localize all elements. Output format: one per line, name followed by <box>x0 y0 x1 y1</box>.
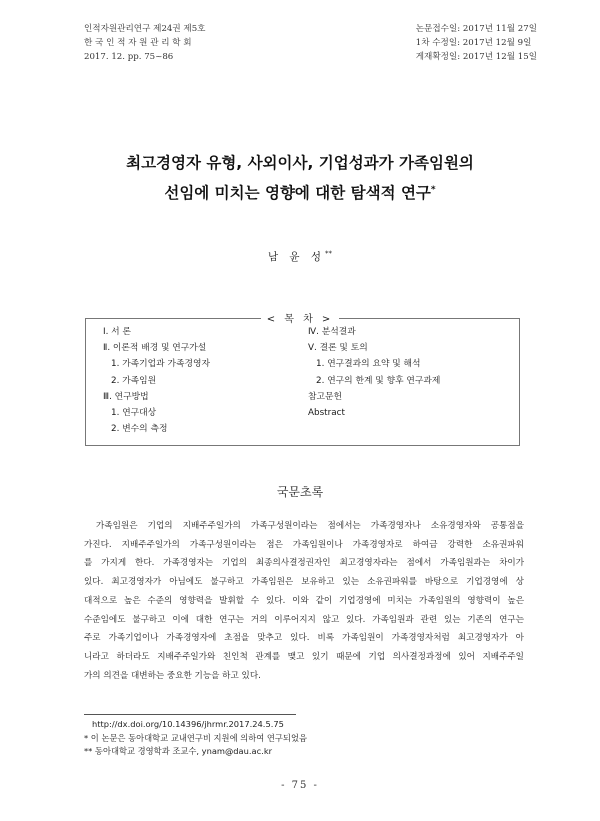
doi-link[interactable]: http://dx.doi.org/10.14396/jhrmr.2017.24.5.75 <box>92 719 284 729</box>
page-number: - 75 - <box>281 780 319 791</box>
title-footnote-mark: * <box>430 185 436 195</box>
toc-item: 1. 연구대상 <box>111 408 157 419</box>
abstract-line: 있다. 최고경영자가 아님에도 불구하고 가족임원은 보유하고 있는 소유권파워를 바탕으로 기업경영에 상 <box>84 577 524 588</box>
toc-item: 1. 연구결과의 요약 및 해석 <box>316 359 421 370</box>
toc-left-column <box>103 324 210 437</box>
journal-header-left <box>84 22 206 64</box>
toc-item: 2. 가족임원 <box>111 375 157 386</box>
paper-title <box>0 150 600 207</box>
abstract-body <box>84 517 524 685</box>
toc-heading <box>0 310 600 325</box>
author-footnote: ** 동아대학교 경영학과 조교수, ynam@dau.ac.kr <box>84 746 273 756</box>
title-line-2-text: 선임에 미치는 영향에 대한 탐색적 연구 <box>164 184 431 203</box>
funding-footnote: * 이 논문은 동아대학교 교내연구비 지원에 의하여 연구되었음 <box>84 732 307 743</box>
toc-item: Ⅴ. 결론 및 토의 <box>308 343 368 354</box>
abstract-line: 주로 가족기업이나 가족경영자에 초점을 맞추고 있다. 비록 가족임원이 가족경영자처럼 최고경영자가 아 <box>84 633 524 644</box>
issue-pages: 2017. 12. pp. 75~86 <box>84 52 174 62</box>
received-date: 논문접수일: 2017년 11월 27일 <box>415 24 537 34</box>
toc-item: Ⅳ. 분석결과 <box>308 327 356 337</box>
toc-item: 2. 연구의 한계 및 향후 연구과제 <box>316 375 441 386</box>
journal-name: 인적자원관리연구 제24권 제5호 <box>84 24 206 34</box>
toc-item: Abstract <box>308 408 345 419</box>
toc-item: 2. 변수의 측정 <box>111 424 168 435</box>
title-line-2 <box>0 177 600 207</box>
toc-item: Ⅲ. 연구방법 <box>103 391 149 402</box>
society-name: 한 국 인 적 자 원 관 리 학 회 <box>84 38 192 48</box>
toc-item: Ⅰ. 서 론 <box>103 327 131 337</box>
abstract-heading: 국문초록 <box>276 485 324 499</box>
abstract-line: 수준임에도 불구하고 이에 대한 연구는 거의 이루어지지 않고 있다. 가족임원과 관련 있는 기존의 연구는 <box>84 614 524 625</box>
toc-item: 참고문헌 <box>308 391 342 402</box>
toc-item: Ⅱ. 이론적 배경 및 연구가설 <box>103 343 207 354</box>
author-name: 남 윤 성 <box>267 251 326 263</box>
toc-item: 1. 가족기업과 가족경영자 <box>111 359 210 370</box>
abstract-line: 가의 의견을 대변하는 중요한 기능을 하고 있다. <box>84 670 261 681</box>
abstract-line: 니라고 하더라도 지배주주일가와 친인척 관계를 맺고 있기 때문에 기업 의사결정과정에 있어 지배주주일 <box>84 651 524 662</box>
abstract-line: 가족임원은 기업의 지배주주일가의 가족구성원이라는 점에서는 가족경영자나 소유경영자와 공통점을 <box>96 521 524 531</box>
accepted-date: 게재확정일: 2017년 12월 15일 <box>415 52 537 62</box>
author-footnote-mark: ** <box>325 249 333 258</box>
toc-heading-text: < 목 차 > <box>261 314 340 325</box>
author <box>0 249 600 264</box>
abstract-line: 가진다. 지배주주일가의 가족구성원이라는 점은 가족임원이나 가족경영자로 하여금 강력한 소유권파워 <box>84 539 524 550</box>
journal-header-right <box>416 22 537 64</box>
footnotes <box>84 718 307 759</box>
revised-date: 1차 수정일: 2017년 12월 9일 <box>415 38 532 48</box>
title-line-1: 최고경영자 유형, 사외이사, 기업성과가 가족임원의 <box>126 154 474 172</box>
abstract-line: 대적으로 높은 수준의 영향력을 발휘할 수 있다. 이와 같이 기업경영에 미치는 가족임원의 영향력이 높은 <box>84 595 524 606</box>
toc-right-column <box>308 324 440 421</box>
abstract-line: 를 가지게 한다. 가족경영자는 기업의 최종의사결정권자인 최고경영자라는 점에서 가족임원과는 차이가 <box>84 558 524 569</box>
footnote-rule <box>84 714 296 715</box>
